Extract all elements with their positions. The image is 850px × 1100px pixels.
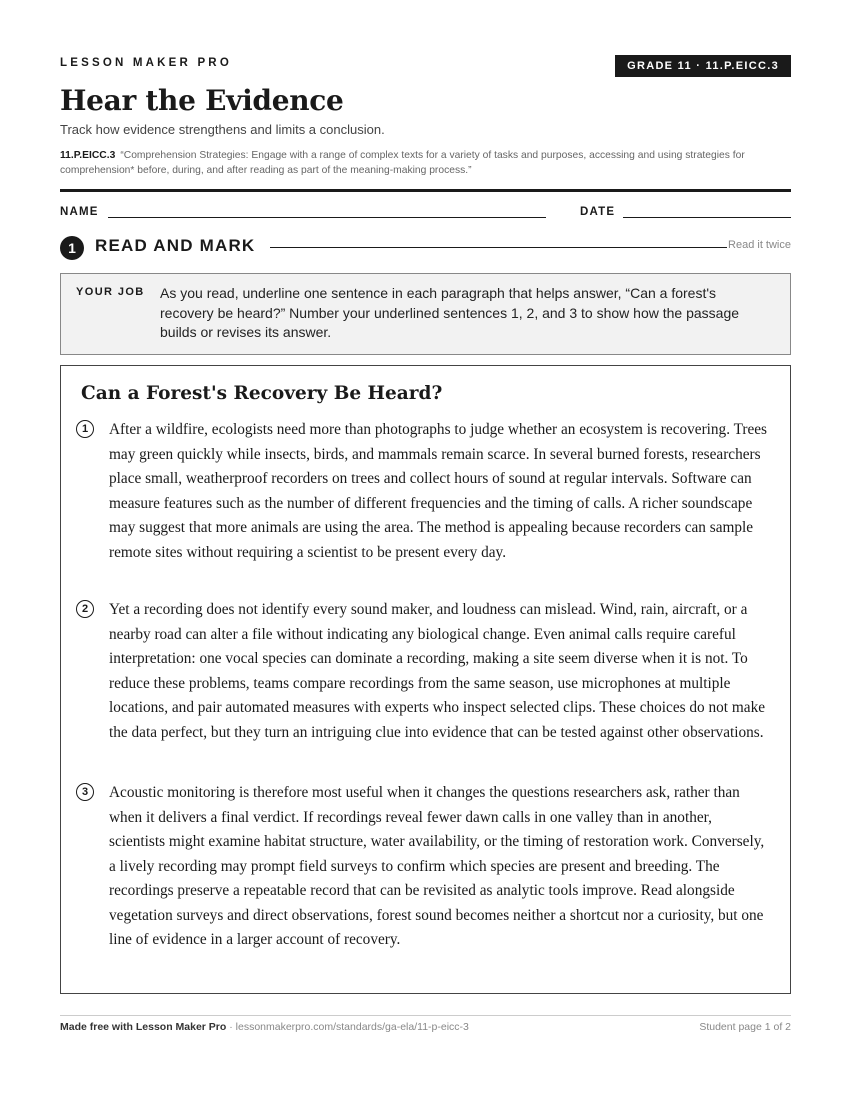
paragraph-text: Acoustic monitoring is therefore most useful when it changes the questions researchers ask, rather than when it delivers a final verdict. If recordings reveal fewer dawn calls in one valley than in another, scientists might examine habitat structure, water availability, or the timing of restoration work. Conversely, a lively recording may prompt field surveys to confirm which species are present and breeding. The recordings preserve a repeatable record that can be revisited as analytic tools improve. Read alongside vegetation surveys and direct observations, forest sound becomes neither a shortcut nor a curiosity, but one line of evidence in a larger account of recovery.: [109, 784, 765, 948]
section-hint: Read it twice: [728, 239, 791, 251]
paragraph-number: 2: [76, 600, 94, 618]
footer-url[interactable]: · lessonmakerpro.com/standards/ga-ela/11-p-eicc-3: [226, 1021, 469, 1033]
date-label: DATE: [580, 206, 616, 218]
brand-name: LESSON MAKER PRO: [60, 57, 232, 69]
standard-text: “Comprehension Strategies: Engage with a range of complex texts for a variety of tasks and purposes, accessing and using strategies for comprehension* before, during, and after reading as part of the meaning-making process.”: [60, 150, 745, 176]
paragraph-number: 1: [76, 420, 94, 438]
footer-page-number: Student page 1 of 2: [699, 1021, 791, 1033]
passage-box: [60, 365, 791, 994]
your-job-box: [60, 273, 791, 355]
section-read-and-mark: [60, 235, 791, 261]
name-date-row: [60, 206, 791, 220]
paragraph-text: Yet a recording does not identify every sound maker, and loudness can mislead. Wind, rain, aircraft, or a nearby road can alter a file without indicating any biological change. Even animal calls require careful interpretation: one vocal species can dominate a recording, making a site seem diverse when it is not. To reduce these problems, teams compare recordings from the same season, use microphones at multiple locations, and pair automated measures with experts who inspect selected clips. These choices do not make the data perfect, but they turn an intriguing clue into evidence that can be tested against other observations.: [109, 601, 766, 741]
name-field[interactable]: [108, 217, 546, 218]
grade-badge: GRADE 11 · 11.P.EICC.3: [615, 55, 791, 77]
passage-title: Can a Forest's Recovery Be Heard?: [81, 383, 443, 404]
section-rule: [270, 247, 727, 248]
date-field[interactable]: [623, 217, 791, 218]
footer-made-with: Made free with Lesson Maker Pro: [60, 1021, 227, 1033]
your-job-label: YOUR JOB: [76, 286, 145, 298]
standard-code: 11.P.EICC.3: [60, 150, 116, 161]
page-title: Hear the Evidence: [60, 84, 344, 117]
page-subtitle: Track how evidence strengthens and limits a conclusion.: [60, 122, 385, 137]
standard-statement: [60, 148, 780, 178]
your-job-text: As you read, underline one sentence in each paragraph that helps answer, “Can a forest's recovery be heard?” Number your underlined sentences 1, 2, and 3 to show how the passage builds or revises its answer.: [160, 285, 740, 340]
footer-divider: [60, 1015, 791, 1016]
name-label: NAME: [60, 206, 99, 218]
header-divider: [60, 189, 791, 192]
footer-credit: [60, 1021, 469, 1033]
paragraph-text: After a wildfire, ecologists need more than photographs to judge whether an ecosystem is recovering. Trees may green quickly while insects, birds, and mammals remain scarce. In several burned forests, researchers place small, weatherproof recorders on trees and collect hours of sound at regular intervals. Software can measure features such as the number of different frequencies and the timing of calls. A richer soundscape may suggest that more animals are using the area. The method is appealing because recorders can sample remote sites without requiring a scientist to be present every day.: [109, 421, 768, 561]
paragraph-number: 3: [76, 783, 94, 801]
section-title: READ AND MARK: [95, 236, 256, 255]
step-number: 1: [60, 236, 84, 260]
